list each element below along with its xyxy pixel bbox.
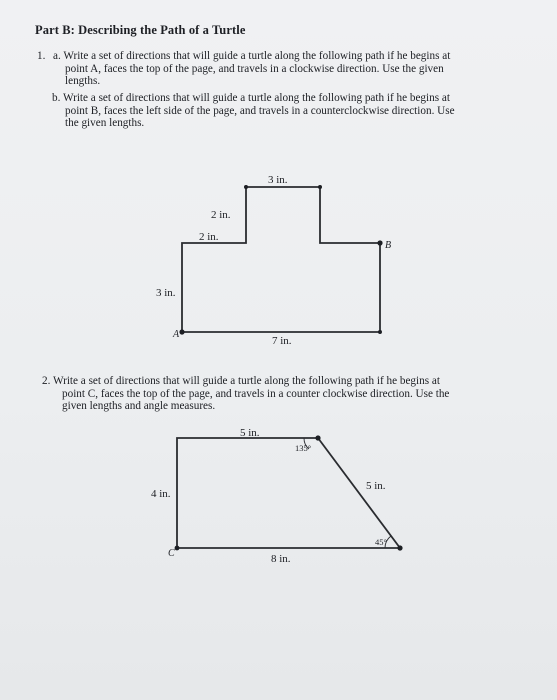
fig1-left-length: 3 in. <box>156 287 176 299</box>
q2-line-1: 2. Write a set of directions that will guide a turtle along the following path if he begins at <box>42 375 440 387</box>
fig1-step-length: 2 in. <box>199 231 219 243</box>
corner-marker <box>315 435 320 440</box>
corner-marker <box>397 545 402 550</box>
fig2-angle-135: 135° <box>295 443 312 453</box>
fig1-top-length: 3 in. <box>268 174 288 186</box>
fig2-top-length: 5 in. <box>240 427 260 439</box>
q1-b-line-2: point B, faces the left side of the page, and travels in a counterclockwise direction. Use <box>65 104 455 117</box>
point-c-label: C <box>168 548 175 559</box>
q1-a-line-3: lengths. <box>65 75 101 88</box>
corner-marker <box>318 185 322 189</box>
section-title: Part B: Describing the Path of a Turtle <box>35 23 246 37</box>
figure-1-path <box>156 174 391 347</box>
q1-a-line-2: point A, faces the top of the page, and travels in a clockwise direction. Use the given <box>65 62 444 75</box>
point-b-marker <box>377 240 382 245</box>
fig2-angle-45: 45° <box>375 537 387 547</box>
figure-2-path <box>151 427 403 565</box>
fig2-bottom-length: 8 in. <box>271 553 291 565</box>
point-b-label: B <box>385 240 392 251</box>
fig2-right-length: 5 in. <box>366 480 386 492</box>
fig1-bottom-length: 7 in. <box>272 335 292 347</box>
q1-b-line-1: b. Write a set of directions that will guide a turtle along the following path if he begins at <box>52 92 450 104</box>
fig1-left-upper-length: 2 in. <box>211 209 231 221</box>
q2-line-2: point C, faces the top of the page, and travels in a counter clockwise direction. Use the <box>62 387 450 400</box>
corner-marker <box>378 330 382 334</box>
q1-a-line-1: 1. a. Write a set of directions that will guide a turtle along the following path if he begins at <box>37 50 451 62</box>
point-c-marker <box>175 546 180 551</box>
point-a-marker <box>179 329 184 334</box>
fig2-left-length: 4 in. <box>151 488 171 500</box>
turtle-path-2 <box>177 438 400 548</box>
corner-marker <box>244 185 248 189</box>
point-a-label: A <box>173 329 180 340</box>
q2-line-3: given lengths and angle measures. <box>62 400 216 413</box>
q1-b-line-3: the given lengths. <box>65 117 145 130</box>
